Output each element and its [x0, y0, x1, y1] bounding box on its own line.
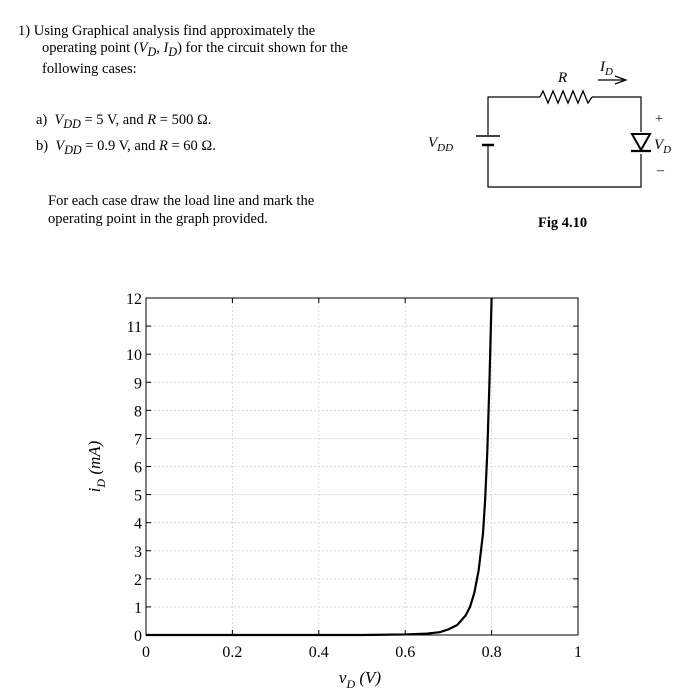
source-label-main: V [428, 135, 438, 151]
question-line-2a: operating point ( [42, 40, 139, 56]
y-tick-label: 9 [134, 375, 142, 393]
y-tick-label: 3 [134, 543, 142, 561]
x-tick-label: 0.4 [308, 644, 329, 661]
y-axis-label-sub: D [94, 478, 108, 488]
y-tick-label: 4 [134, 515, 142, 533]
case-a [36, 112, 211, 132]
case-b-r: R [159, 138, 168, 154]
case-a-label: a) [36, 112, 48, 128]
y-axis-label [85, 440, 108, 492]
chart-grid [146, 298, 578, 635]
id-symbol: I [163, 40, 169, 56]
vd-subscript: D [147, 44, 157, 59]
figure-label: Fig 4.10 [538, 215, 588, 231]
case-a-text2: = 500 Ω. [156, 112, 212, 128]
diode-iv-chart [0, 270, 690, 698]
chart-ticks [126, 291, 582, 661]
question-line-2-comma: , [156, 40, 164, 56]
diode-icon [632, 134, 650, 150]
x-tick-label: 0 [142, 644, 150, 661]
diode-label-sub: D [663, 144, 672, 156]
vd-symbol: V [138, 40, 148, 56]
diode-label-main: V [654, 137, 664, 153]
circuit-diagram [410, 50, 690, 210]
resistor-symbol [540, 91, 592, 103]
y-tick-label: 12 [126, 291, 142, 308]
y-tick-label: 1 [134, 599, 142, 617]
current-label [599, 59, 613, 78]
y-tick-label: 5 [134, 487, 142, 505]
case-b [36, 138, 216, 158]
x-tick-label: 0.6 [395, 644, 416, 661]
x-tick-label: 0.8 [481, 644, 502, 661]
diode-plus-sign: + [655, 112, 663, 127]
y-tick-label: 2 [134, 571, 142, 589]
current-label-sub: D [605, 66, 613, 78]
y-tick-label: 6 [134, 459, 142, 477]
instructions-line-1: For each case draw the load line and mark the [48, 193, 315, 209]
wire-left-top [488, 97, 540, 135]
case-a-text: = 5 V, and [80, 112, 148, 128]
diode-voltage-label [654, 137, 671, 156]
x-tick-label: 1 [574, 644, 582, 661]
y-tick-label: 0 [134, 628, 142, 645]
case-b-text2: = 60 Ω. [167, 138, 216, 154]
x-axis-label-sub: D [346, 677, 356, 691]
y-tick-label: 7 [134, 431, 142, 449]
y-tick-label: 8 [134, 403, 142, 421]
y-axis-label-unit: (mA) [85, 440, 104, 479]
resistor-label: R [558, 70, 568, 86]
wire-bottom [488, 150, 641, 187]
y-axis-label-main: i [85, 487, 104, 493]
x-axis-label-unit: (V) [355, 668, 382, 687]
source-label-sub: DD [437, 142, 454, 154]
case-b-var: V [55, 138, 65, 154]
question-line-3: following cases: [42, 60, 137, 77]
case-a-r: R [147, 112, 157, 128]
question-line-2b: ) for the circuit shown for the [177, 40, 348, 56]
diode-minus-sign: – [657, 163, 664, 178]
id-subscript: D [168, 44, 178, 59]
case-b-label: b) [36, 138, 49, 154]
case-a-sub: DD [63, 116, 81, 131]
case-a-var: V [54, 112, 64, 128]
case-b-sub: DD [64, 142, 82, 157]
question-text [18, 23, 348, 78]
question-number: 1) [18, 23, 31, 39]
y-tick-label: 10 [126, 347, 142, 365]
current-label-main: I [600, 59, 605, 75]
source-label [428, 135, 453, 154]
x-axis-label-main: v [338, 668, 347, 687]
y-tick-label: 11 [126, 319, 142, 337]
instructions-line-2: operating point in the graph provided. [48, 211, 268, 227]
instructions [48, 192, 314, 228]
case-b-text: = 0.9 V, and [81, 138, 159, 154]
question-line-1: Using Graphical analysis find approximately the [33, 23, 316, 39]
x-axis-label [339, 668, 382, 691]
wire-right-top [592, 97, 641, 132]
x-tick-label: 0.2 [222, 644, 243, 661]
